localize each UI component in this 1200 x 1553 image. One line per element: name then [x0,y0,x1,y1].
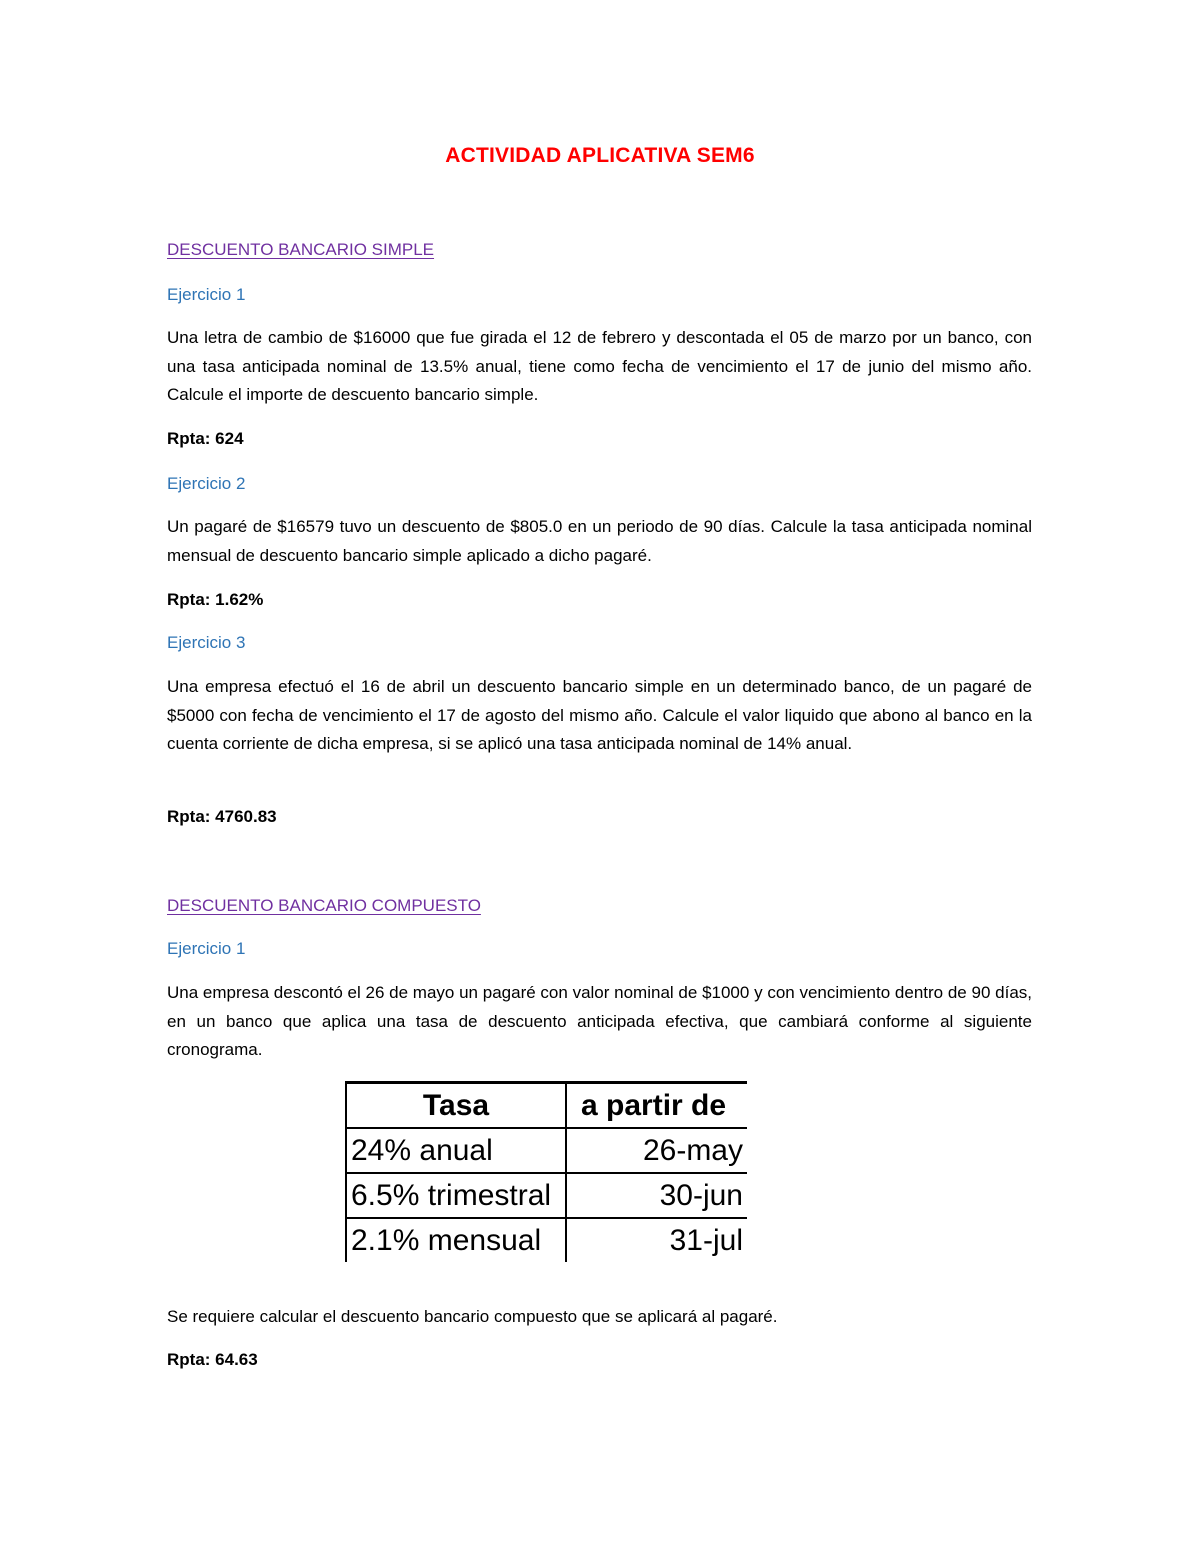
exercise-text-simple-3: Una empresa efectuó el 16 de abril un descuento bancario simple en un determinado banco, de un pagaré de $5000 con fecha de vencimiento el 17 de agosto del mismo año. Calcule el valor liquido que abono al banco en la cuenta corriente de dicha empresa, si se aplicó una tasa anticipada nominal de 14% anual. [167,677,1032,753]
table-header-fecha: a partir de [566,1083,747,1129]
section-heading-simple: DESCUENTO BANCARIO SIMPLE [167,240,435,259]
exercise-text-simple-1: Una letra de cambio de $16000 que fue girada el 12 de febrero y descontada el 05 de marzo por un banco, con una tasa anticipada nominal de 13.5% anual, tiene como fecha de vencimiento el 17 de junio del mismo año. Calcule el importe de descuento bancario simple. [167,328,1032,404]
answer-simple-1: Rpta: 624 [167,429,244,448]
answer-simple-3: Rpta: 4760.83 [167,807,277,826]
exercise-heading-simple-2: Ejercicio 2 [167,474,246,493]
section-heading-compound: DESCUENTO BANCARIO COMPUESTO [167,896,481,915]
document-title: ACTIVIDAD APLICATIVA SEM6 [445,144,755,167]
table-row [346,1173,747,1218]
exercise-heading-simple-3: Ejercicio 3 [167,633,246,652]
table-row [346,1128,747,1173]
exercise-heading-compound-1: Ejercicio 1 [167,939,246,958]
table-row [346,1218,747,1262]
table-cell-fecha: 30-jun [566,1173,747,1218]
exercise-text-simple-2: Un pagaré de $16579 tuvo un descuento de $805.0 en un periodo de 90 días. Calcule la tasa anticipada nominal mensual de descuento bancario simple aplicado a dicho pagaré. [167,517,1032,565]
table-cell-tasa: 24% anual [346,1128,566,1173]
table-header-row [346,1083,747,1129]
table-cell-tasa: 2.1% mensual [346,1218,566,1262]
table-cell-fecha: 26-may [566,1128,747,1173]
table-cell-fecha: 31-jul [566,1218,747,1262]
rate-schedule-table [345,1081,747,1262]
table-cell-tasa: 6.5% trimestral [346,1173,566,1218]
exercise-heading-simple-1: Ejercicio 1 [167,285,246,304]
answer-simple-2: Rpta: 1.62% [167,590,264,609]
requirement-text: Se requiere calcular el descuento bancario compuesto que se aplicará al pagaré. [167,1307,778,1326]
table-header-tasa: Tasa [346,1083,566,1129]
exercise-text-compound-1: Una empresa descontó el 26 de mayo un pagaré con valor nominal de $1000 y con vencimiento dentro de 90 días, en un banco que aplica una tasa de descuento anticipada efectiva, que cambiará conforme al siguiente cronograma. [167,983,1032,1059]
answer-compound-1: Rpta: 64.63 [167,1350,258,1369]
